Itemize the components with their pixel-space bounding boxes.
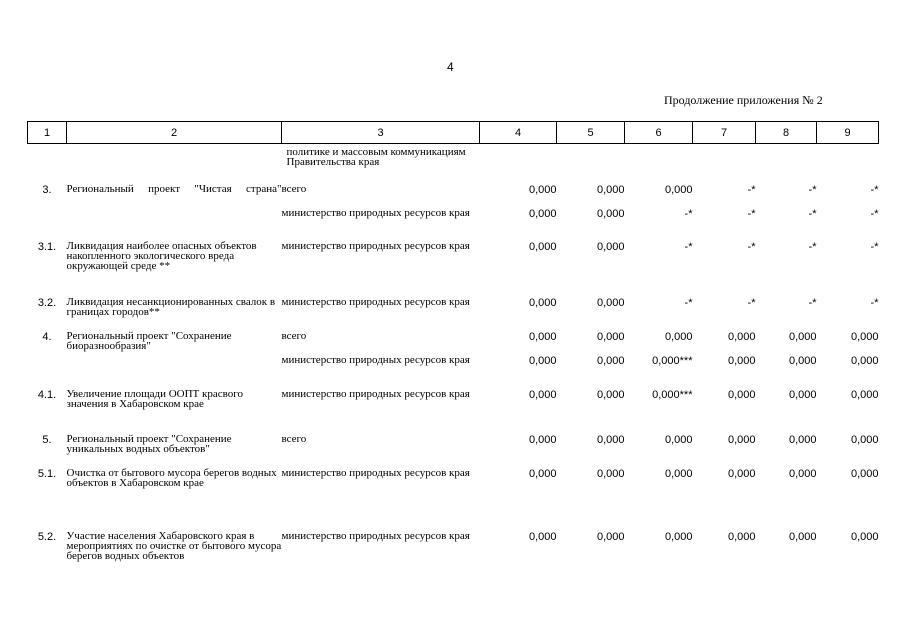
- value-col9: 0,000: [850, 388, 879, 401]
- value-col8: 0,000: [788, 354, 817, 367]
- measure-name: Региональный проект "Сохранение уникальных водных объектов": [66, 432, 232, 455]
- value-col5: 0,000: [596, 388, 625, 401]
- value-col6: 0,000: [664, 530, 693, 543]
- value-col5: [557, 144, 625, 184]
- row-number: [28, 144, 67, 184]
- value-col6: -*: [684, 207, 693, 220]
- executor: министерство природных ресурсов края: [281, 353, 470, 366]
- value-col9: -*: [870, 296, 879, 309]
- value-col8: -*: [808, 296, 817, 309]
- value-col5: 0,000: [596, 354, 625, 367]
- value-col4: 0,000: [528, 467, 557, 480]
- col-header: 5: [557, 122, 625, 144]
- row-number: 4.1.: [37, 388, 57, 401]
- executor: министерство природных ресурсов края: [281, 529, 470, 542]
- value-col8: 0,000: [788, 433, 817, 446]
- row-number: 3.2.: [37, 296, 57, 309]
- table-row: [28, 208, 879, 241]
- table-row: [28, 531, 879, 581]
- value-col9: -*: [870, 240, 879, 253]
- value-col6: 0,000: [664, 183, 693, 196]
- col-header: 3: [282, 122, 480, 144]
- value-col7: 0,000: [727, 433, 756, 446]
- measure-name-text: Региональный проект "Чистая страна": [66, 182, 282, 195]
- executor: министерство природных ресурсов края: [281, 295, 470, 308]
- table-row: [28, 389, 879, 434]
- executor: министерство природных ресурсов края: [281, 206, 470, 219]
- value-col6: 0,000***: [652, 354, 693, 367]
- executor: всего: [281, 329, 307, 342]
- value-col4: 0,000: [528, 240, 557, 253]
- value-col7: 0,000: [727, 467, 756, 480]
- value-col5: 0,000: [596, 240, 625, 253]
- row-number: 4.: [42, 330, 52, 343]
- value-col9: 0,000: [850, 530, 879, 543]
- row-number: 5.2.: [37, 530, 57, 543]
- value-col6: 0,000: [664, 433, 693, 446]
- value-col8: 0,000: [788, 388, 817, 401]
- value-col5: 0,000: [596, 530, 625, 543]
- value-col4: 0,000: [528, 330, 557, 343]
- measure-name: [67, 208, 282, 241]
- value-col9: 0,000: [850, 354, 879, 367]
- col-header: 4: [480, 122, 557, 144]
- measure-name: Ликвидация наиболее опасных объектов накопленного экологического вреда окружающей среде **: [66, 239, 257, 272]
- value-col9: -*: [870, 183, 879, 196]
- value-col4: 0,000: [528, 207, 557, 220]
- value-col4: 0,000: [528, 183, 557, 196]
- value-col7: [693, 144, 756, 184]
- value-col5: 0,000: [596, 296, 625, 309]
- col-header: 1: [28, 122, 67, 144]
- value-col4: 0,000: [528, 296, 557, 309]
- measure-name: [67, 184, 282, 208]
- value-col4: 0,000: [528, 354, 557, 367]
- value-col5: 0,000: [596, 330, 625, 343]
- row-number: 5.1.: [37, 467, 57, 480]
- value-col7: -*: [747, 240, 756, 253]
- value-col7: 0,000: [727, 530, 756, 543]
- row-number: [28, 355, 67, 389]
- value-col4: 0,000: [528, 433, 557, 446]
- value-col8: -*: [808, 207, 817, 220]
- executor: политике и массовым коммуникациям Правительства края: [286, 146, 466, 168]
- value-col5: 0,000: [596, 183, 625, 196]
- executor: всего: [281, 182, 307, 195]
- value-col7: 0,000: [727, 354, 756, 367]
- executor: всего: [281, 432, 307, 445]
- measure-name: Увеличение площади ООПТ красвого значения в Хабаровском крае: [66, 387, 243, 410]
- col-header: 8: [756, 122, 817, 144]
- value-col4: 0,000: [528, 530, 557, 543]
- measure-name: Очистка от бытового мусора берегов водных объектов в Хабаровском крае: [66, 466, 277, 489]
- measure-name: Региональный проект "Сохранение биоразнообразия": [66, 329, 232, 352]
- measure-name: [67, 144, 282, 184]
- value-col6: 0,000***: [652, 388, 693, 401]
- table-row: [28, 184, 879, 208]
- col-header: 6: [625, 122, 693, 144]
- executor: министерство природных ресурсов края: [281, 387, 470, 400]
- executor: министерство природных ресурсов края: [281, 239, 470, 252]
- value-col8: -*: [808, 240, 817, 253]
- value-col6: [625, 144, 693, 184]
- value-col6: 0,000: [664, 467, 693, 480]
- table-row: [28, 468, 879, 531]
- measure-name: Участие населения Хабаровского края в мероприятиях по очистке от бытового мусора берегов водных объектов: [66, 529, 282, 562]
- value-col9: 0,000: [850, 330, 879, 343]
- value-col4: [480, 144, 557, 184]
- table-row: [28, 144, 879, 184]
- value-col7: -*: [747, 207, 756, 220]
- value-col6: -*: [684, 296, 693, 309]
- value-col5: 0,000: [596, 207, 625, 220]
- measure-name: Ликвидация несанкционированных свалок в границах городов**: [66, 295, 276, 318]
- col-header: 9: [817, 122, 879, 144]
- value-col9: -*: [870, 207, 879, 220]
- value-col8: 0,000: [788, 467, 817, 480]
- value-col9: 0,000: [850, 467, 879, 480]
- value-col9: [817, 144, 879, 184]
- value-col8: -*: [808, 183, 817, 196]
- value-col5: 0,000: [596, 467, 625, 480]
- value-col6: 0,000: [664, 330, 693, 343]
- value-col7: 0,000: [727, 388, 756, 401]
- table-row: [28, 434, 879, 468]
- value-col7: 0,000: [727, 330, 756, 343]
- table-row: [28, 297, 879, 331]
- row-number: [28, 208, 67, 241]
- value-col8: [756, 144, 817, 184]
- value-col5: 0,000: [596, 433, 625, 446]
- row-number: 3.1.: [37, 240, 57, 253]
- table-row: [28, 355, 879, 389]
- value-col9: 0,000: [850, 433, 879, 446]
- row-number: 3.: [42, 183, 52, 196]
- appendix-label: Продолжение приложения № 2: [664, 93, 823, 107]
- value-col7: -*: [747, 296, 756, 309]
- executor: министерство природных ресурсов края: [281, 466, 470, 479]
- column-number-header: [28, 122, 879, 144]
- value-col4: 0,000: [528, 388, 557, 401]
- value-col6: -*: [684, 240, 693, 253]
- value-col7: -*: [747, 183, 756, 196]
- page-number: 4: [447, 60, 454, 74]
- col-header: 7: [693, 122, 756, 144]
- value-col8: 0,000: [788, 530, 817, 543]
- table-row: [28, 331, 879, 355]
- value-col8: 0,000: [788, 330, 817, 343]
- measure-name: [67, 355, 282, 389]
- budget-table: [27, 121, 879, 581]
- table-row: [28, 241, 879, 297]
- col-header: 2: [67, 122, 282, 144]
- row-number: 5.: [42, 433, 52, 446]
